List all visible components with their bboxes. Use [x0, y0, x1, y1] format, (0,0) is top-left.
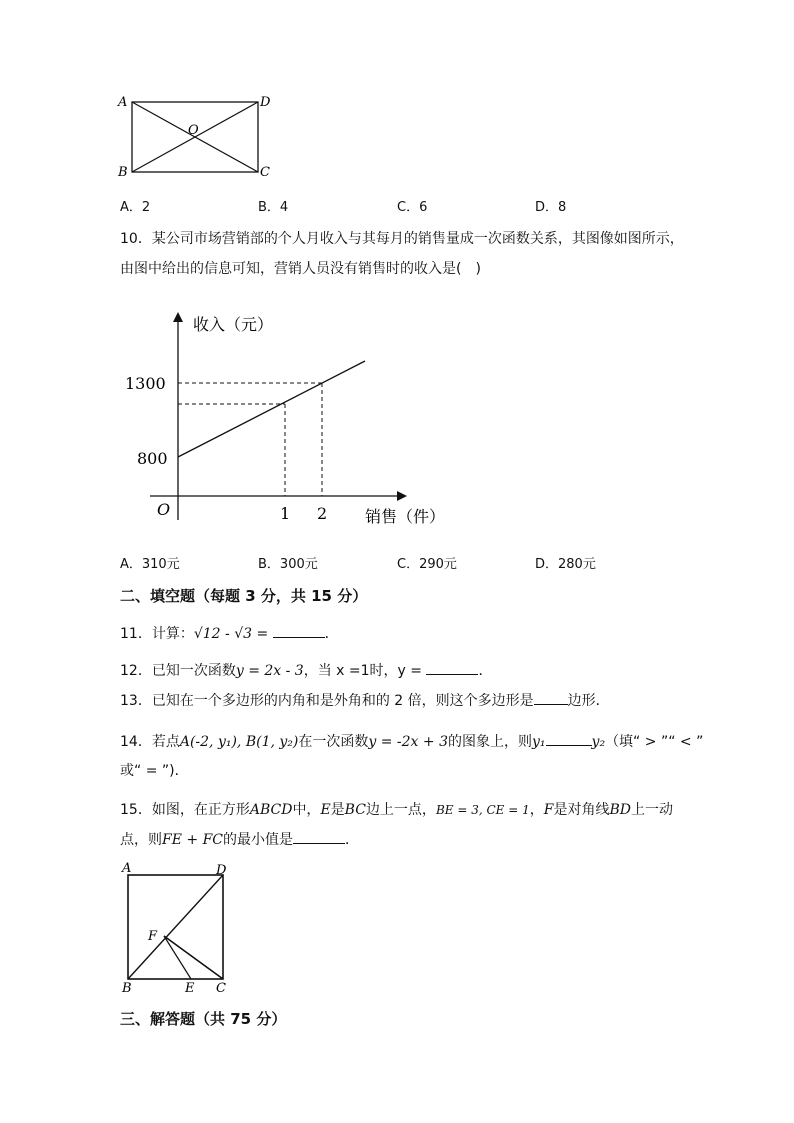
- section3-heading: 三、解答题（共 75 分）: [120, 1010, 287, 1028]
- q14-suffix: （填“ > ”“ < ”: [605, 734, 704, 750]
- q15-bc: BC: [344, 802, 366, 818]
- label-b: B: [122, 981, 132, 996]
- segment-fc: [164, 936, 223, 979]
- label-e: E: [185, 981, 195, 996]
- x-tick-2: 2: [317, 504, 328, 523]
- q10-option-a: A．310元: [120, 557, 180, 572]
- q13-text: 13．已知在一个多边形的内角和是外角和的 2 倍，则这个多边形是: [120, 693, 534, 709]
- q14-function: y = -2x + 3: [368, 734, 448, 750]
- q15-bd: BD: [609, 802, 631, 818]
- q15-text-d: 边上一点，: [365, 802, 436, 818]
- q15-text-f: 是对角线: [553, 802, 610, 818]
- x-tick-1: 1: [280, 504, 291, 523]
- q12-answer-blank[interactable]: [426, 660, 478, 675]
- q14-y1: y₁: [532, 734, 546, 750]
- q9-option-d: D．8: [535, 200, 567, 215]
- label-c: C: [260, 165, 270, 180]
- q15-abcd: ABCD: [249, 802, 293, 818]
- q12-prefix: 12．已知一次函数: [120, 663, 236, 679]
- income-chart: [115, 300, 475, 535]
- y-axis-label: 收入（元）: [193, 315, 274, 334]
- q15-fe-fc: FE + FC: [162, 832, 223, 848]
- q10-option-b: B．300元: [258, 557, 318, 572]
- q15-text-b: 中，: [292, 802, 321, 818]
- q15-text-j: ．: [345, 832, 359, 848]
- q15-line1: [120, 800, 673, 820]
- q12: [120, 660, 492, 681]
- y-tick-1300: 1300: [125, 374, 166, 393]
- q10-line1: 10．某公司市场营销部的个人月收入与其每月的销售量成一次函数关系，其图像如图所示，: [120, 231, 684, 247]
- rectangle-figure: [112, 90, 282, 185]
- label-d: D: [216, 863, 227, 878]
- x-axis-label: 销售（件）: [365, 507, 446, 526]
- q14-mid: 在一次函数: [298, 734, 369, 750]
- q14-prefix: 14．若点: [120, 734, 180, 750]
- q15-e: E: [320, 802, 331, 818]
- q9-option-c: C．6: [397, 200, 428, 215]
- q15-line2: [120, 829, 359, 850]
- q9-option-a: A．2: [120, 200, 151, 215]
- q14-answer-blank[interactable]: [546, 731, 592, 746]
- q11: [120, 623, 339, 644]
- q15-answer-blank[interactable]: [293, 829, 345, 844]
- q15-f: F: [543, 802, 554, 818]
- label-a: A: [122, 861, 132, 876]
- q14-line2: 或“ = ”)．: [120, 763, 189, 779]
- q13-suffix: 边形．: [567, 693, 610, 709]
- q15-text-e: ，: [529, 802, 544, 818]
- label-a: A: [118, 95, 128, 110]
- q15-given: BE = 3, CE = 1: [435, 803, 530, 817]
- q15-text-h: 点，则: [120, 832, 162, 848]
- q12-function: y = 2x - 3: [235, 663, 304, 679]
- square-figure: [112, 856, 242, 996]
- label-d: D: [260, 95, 271, 110]
- q10-option-d: D．280元: [535, 557, 596, 572]
- diagonal-bd: [128, 875, 223, 979]
- y-tick-800: 800: [137, 449, 168, 468]
- q10-line2: 由图中给出的信息可知，营销人员没有销售时的收入是( ): [120, 261, 481, 277]
- q15-text-i: 的最小值是: [223, 832, 293, 848]
- label-c: C: [216, 981, 226, 996]
- label-f: F: [148, 929, 158, 944]
- q9-option-b: B．4: [258, 200, 289, 215]
- y-axis-arrow: [173, 312, 183, 322]
- q11-expression: √12 - √3 =: [193, 626, 269, 642]
- q15-text-g: 上一动: [630, 802, 673, 818]
- q15-text-c: 是: [330, 802, 345, 818]
- q13: [120, 690, 610, 711]
- segment-fe: [164, 936, 191, 979]
- q11-suffix: ．: [324, 626, 339, 642]
- q11-answer-blank[interactable]: [273, 623, 325, 638]
- x-axis-arrow: [397, 491, 407, 501]
- q14-line1: [120, 731, 703, 752]
- origin-label: O: [157, 500, 171, 519]
- label-b: B: [118, 165, 128, 180]
- q14-y2: y₂: [591, 734, 606, 750]
- q12-mid: ，当 x =1时，y =: [303, 663, 423, 679]
- q11-prefix: 11．计算：: [120, 626, 194, 642]
- q10-option-c: C．290元: [397, 557, 457, 572]
- q15-text-a: 15．如图，在正方形: [120, 802, 250, 818]
- q14-mid2: 的图象上，则: [448, 734, 532, 750]
- label-o: O: [188, 123, 199, 138]
- q14-points: A(-2, y₁), B(1, y₂): [179, 734, 299, 750]
- q12-suffix: ．: [478, 663, 493, 679]
- function-line: [178, 361, 365, 457]
- q13-answer-blank[interactable]: [534, 690, 568, 705]
- section2-heading: 二、填空题（每题 3 分，共 15 分）: [120, 587, 368, 605]
